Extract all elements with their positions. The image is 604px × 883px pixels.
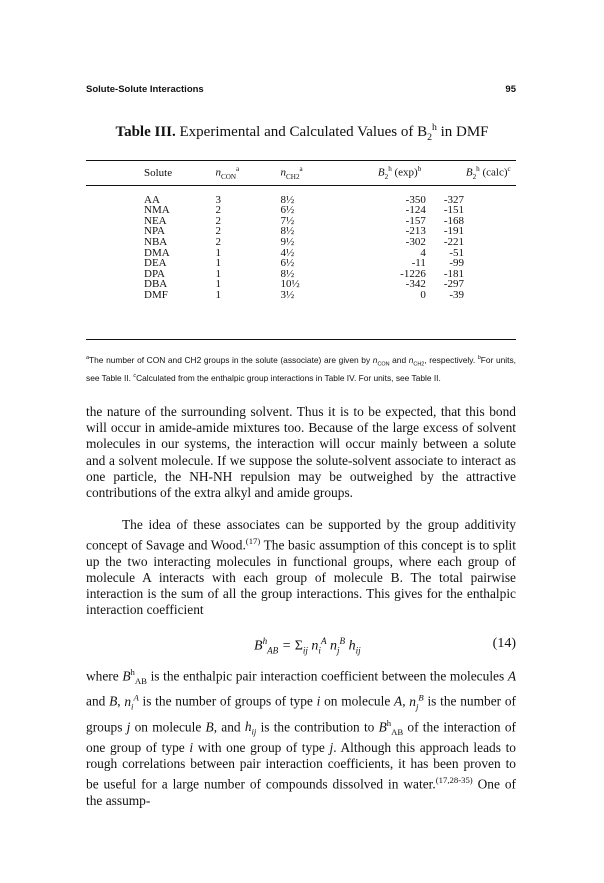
col-n-con: $n_{CON}^a$ xyxy=(215,165,240,181)
equation-14 xyxy=(86,636,516,658)
col-b2-exp: $B_2^h$ $(\exp)^b$ xyxy=(377,165,422,181)
cell-solute: NMA xyxy=(144,204,170,217)
cell-calc: -168 xyxy=(443,214,464,227)
table-row xyxy=(86,237,516,248)
cell-n-con: 2 xyxy=(215,214,221,227)
running-header xyxy=(86,84,516,98)
col-b2-calc: $B_2^h$ (calc)$^c$ xyxy=(465,165,511,181)
cell-exp: -350 xyxy=(405,193,426,206)
cell-calc: -181 xyxy=(443,267,464,280)
cell-n-ch2: 3½ xyxy=(280,288,295,301)
cell-n-ch2: 8½ xyxy=(280,193,295,206)
cell-solute: NBA xyxy=(144,235,168,248)
cell-calc: -99 xyxy=(449,257,464,270)
cell-exp: -213 xyxy=(405,225,426,238)
cell-solute: NEA xyxy=(144,214,167,227)
cell-n-ch2: 7½ xyxy=(280,214,295,227)
page-number: 95 xyxy=(505,84,516,95)
table-label: Table III. xyxy=(115,124,176,140)
cell-solute: DMF xyxy=(144,288,168,301)
cell-exp: -302 xyxy=(405,235,426,248)
cell-n-ch2: 6½ xyxy=(280,257,295,270)
col-solute: Solute xyxy=(144,167,173,179)
cell-n-con: 2 xyxy=(215,235,221,248)
data-table xyxy=(86,162,516,301)
col-n-ch2: $n_{CH2}^a$ xyxy=(280,165,303,181)
table-footnotes: $^a$The number of CON and CH2 groups in the solute (associate) are given by $n_{CON}$ and $n_{CH2}$, respectively. $^b$For units, see Table II. $^c$Calculated from the enthalpic group interactions in Table IV. For units, see Table II. xyxy=(86,354,516,384)
cell-exp: -157 xyxy=(405,214,426,227)
cell-exp: 0 xyxy=(420,288,426,301)
cell-exp: -1226 xyxy=(400,267,426,280)
cell-calc: -151 xyxy=(443,204,464,217)
cell-n-ch2: 9½ xyxy=(280,235,295,248)
cell-solute: AA xyxy=(144,193,160,206)
table-bottom-rule xyxy=(86,339,516,340)
section-title: Solute-Solute Interactions xyxy=(86,84,204,95)
cell-exp: -124 xyxy=(405,204,426,217)
cell-calc: -327 xyxy=(443,193,464,206)
cell-n-con: 3 xyxy=(215,193,221,206)
cell-n-ch2: 8½ xyxy=(280,267,295,280)
cell-solute: DBA xyxy=(144,278,168,291)
cell-n-ch2: 4½ xyxy=(280,246,295,259)
table-row xyxy=(86,290,516,301)
cell-n-con: 2 xyxy=(215,225,221,238)
equation-expression: $B^h_{AB} = \Sigma_{ij}$ $n_i^A$ $n_j^B$ $h_{ij}$ xyxy=(254,636,361,656)
cell-solute: DMA xyxy=(144,246,170,259)
cell-exp: -342 xyxy=(405,278,426,291)
cell-n-ch2: 10½ xyxy=(280,278,300,291)
cell-n-con: 1 xyxy=(215,267,221,280)
cell-n-con: 1 xyxy=(215,257,221,270)
cell-calc: -221 xyxy=(443,235,464,248)
cell-n-con: 1 xyxy=(215,278,221,291)
cell-solute: DEA xyxy=(144,257,167,270)
cell-n-ch2: 6½ xyxy=(280,204,295,217)
body-paragraph-2: The idea of these associates can be supported by the group additivity concept of Savage and Wood.$^{(17)}$ The basic assumption of this concept is to split up the two interacting molecules in functional groups, where each group of molecule A interacts with each group of molecule B. The total pairwise interaction is the sum of all the group interactions. This gives for the enthalpic interaction coefficient xyxy=(86,517,516,618)
table-top-rule xyxy=(86,160,516,161)
cell-n-con: 1 xyxy=(215,246,221,259)
cell-calc: -297 xyxy=(443,278,464,291)
cell-n-ch2: 8½ xyxy=(280,225,295,238)
body-paragraph-1: the nature of the surrounding solvent. Thus it is to be expected, that this bond will occur in amide-amide mixtures too. Because of the large excess of solvent molecules in our systems, the interaction will occur mainly between a solute and a solvent molecule. If we suppose the solute-solvent associate to interact as one particle, the NH-NH repulsion may be outweighed by the attractive contributions of the extra alkyl and amide groups. xyxy=(86,404,516,501)
table-header-row xyxy=(86,162,516,184)
cell-solute: DPA xyxy=(144,267,165,280)
equation-number: (14) xyxy=(492,636,516,651)
body-paragraph-3: where $B^h_{AB}$ is the enthalpic pair interaction coefficient between the molecules A and B, $n_i^A$ is the number of groups of type i on molecule A, $n_j^B$ is the number of groups j on molecule B, and $h_{ij}$ is the contribution to $B^h_{AB}$ of the interaction of one group of type i with one group of type j. Although this approach leads to rough correlations between pair interaction coefficients, it has been proven to be useful for a large number of compounds dissolved in water.$^{(17,28-35)}$ One of the assump- xyxy=(86,667,516,809)
table-title: Table III. Experimental and Calculated Values of $B_2^h$ in DMF xyxy=(115,122,489,143)
cell-calc: -39 xyxy=(449,288,464,301)
cell-solute: NPA xyxy=(144,225,165,238)
cell-exp: -11 xyxy=(411,257,426,270)
cell-calc: -191 xyxy=(443,225,464,238)
cell-n-con: 1 xyxy=(215,288,221,301)
cell-exp: 4 xyxy=(420,246,426,259)
cell-calc: -51 xyxy=(449,246,464,259)
cell-n-con: 2 xyxy=(215,204,221,217)
